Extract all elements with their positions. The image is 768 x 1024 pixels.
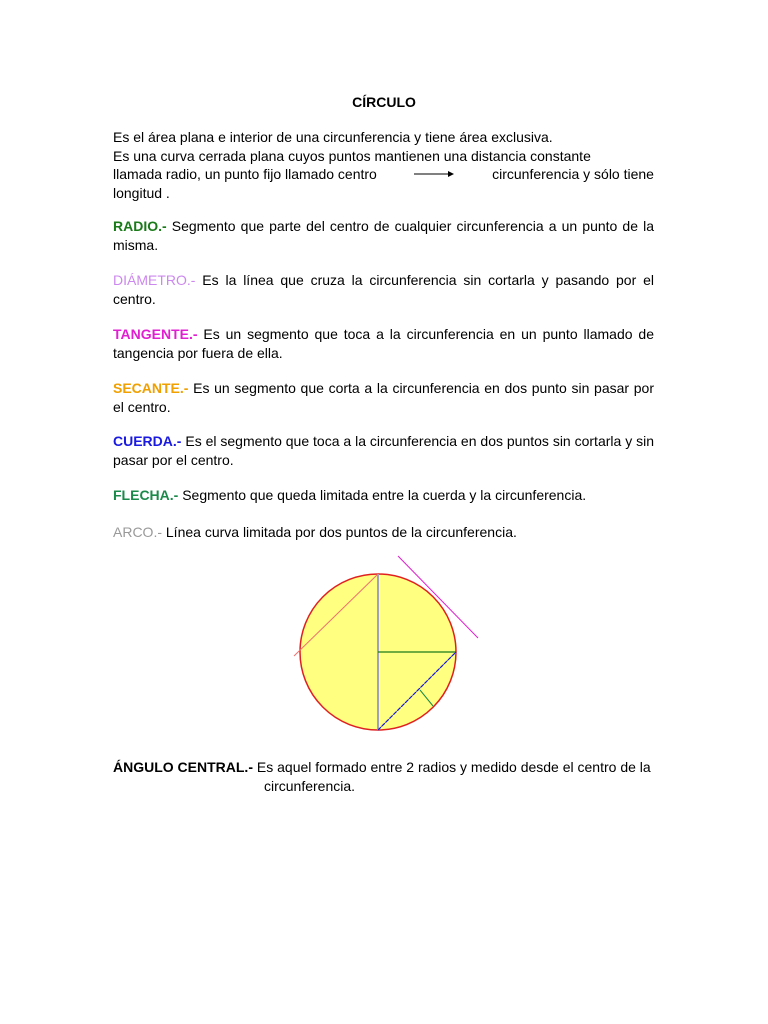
definition-tangente-text: Es un segmento que toca a la circunferencia en un punto llamado de tangencia por fuera de ella. [113, 326, 654, 361]
definition-angulo-central [113, 758, 654, 795]
term-secante: SECANTE.- [113, 380, 189, 396]
term-cuerda: CUERDA.- [113, 433, 182, 449]
term-angulo-central: ÁNGULO CENTRAL.- [113, 759, 253, 775]
definition-flecha-text: Segmento que queda limitada entre la cuerda y la circunferencia. [178, 487, 587, 503]
term-arco: ARCO.- [113, 524, 162, 540]
intro-line-4: longitud . [113, 184, 170, 201]
term-diametro: DIÁMETRO.- [113, 272, 196, 288]
definition-flecha [113, 486, 654, 505]
definition-cuerda-text: Es el segmento que toca a la circunferencia en dos puntos sin cortarla y sin pasar por el centro. [113, 433, 654, 468]
definition-arco-text: Línea curva limitada por dos puntos de la circunferencia. [162, 524, 517, 540]
definition-diametro-text: Es la línea que cruza la circunferencia sin cortarla y pasando por el centro. [113, 272, 654, 307]
definition-radio [113, 217, 654, 254]
intro-line-3-left: llamada radio, un punto fijo llamado centro [113, 166, 377, 182]
intro-line-2: Es una curva cerrada plana cuyos puntos mantienen una distancia constante [113, 147, 591, 164]
definition-arco [113, 523, 654, 542]
definition-angulo-continuation: circunferencia. [264, 777, 356, 794]
intro-line-3-right: circunferencia y sólo tiene [492, 166, 654, 182]
circle-diagram [280, 550, 490, 750]
term-radio: RADIO.- [113, 218, 167, 234]
definition-cuerda [113, 432, 654, 469]
definition-angulo-text: Es aquel formado entre 2 radios y medido desde el centro de la [253, 759, 651, 775]
page-title: CÍRCULO [352, 94, 416, 110]
intro-line-1: Es el área plana e interior de una circunferencia y tiene área exclusiva. [113, 129, 553, 145]
definition-secante-text: Es un segmento que corta a la circunferencia en dos punto sin pasar por el centro. [113, 380, 654, 415]
term-flecha: FLECHA.- [113, 487, 179, 503]
term-tangente: TANGENTE.- [113, 326, 198, 342]
definition-diametro [113, 271, 654, 308]
intro-line-3 [113, 165, 654, 184]
definition-secante [113, 379, 654, 416]
intro-paragraph [113, 128, 654, 202]
definition-radio-text: Segmento que parte del centro de cualquier circunferencia a un punto de la misma. [113, 218, 654, 253]
right-arrow-icon [414, 169, 454, 179]
definition-tangente [113, 325, 654, 362]
